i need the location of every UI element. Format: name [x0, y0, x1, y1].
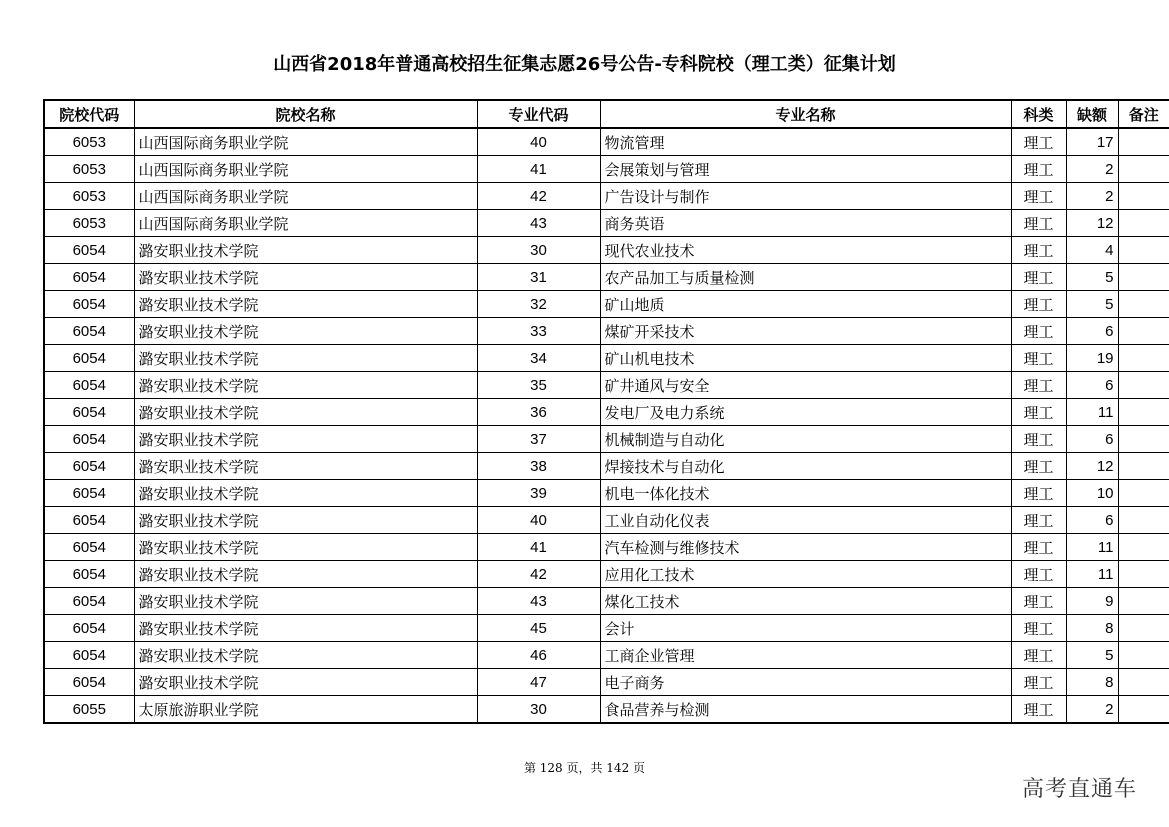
cell-school-code: 6054 [44, 264, 134, 291]
cell-vacancies: 6 [1066, 507, 1118, 534]
header-category: 科类 [1011, 100, 1066, 128]
cell-category: 理工 [1011, 183, 1066, 210]
header-major-code: 专业代码 [477, 100, 600, 128]
cell-category: 理工 [1011, 480, 1066, 507]
cell-category: 理工 [1011, 264, 1066, 291]
cell-school-name: 潞安职业技术学院 [134, 453, 477, 480]
cell-major-name: 现代农业技术 [600, 237, 1011, 264]
cell-note [1118, 156, 1169, 183]
cell-major-name: 工业自动化仪表 [600, 507, 1011, 534]
cell-category: 理工 [1011, 534, 1066, 561]
cell-category: 理工 [1011, 291, 1066, 318]
cell-major-code: 45 [477, 615, 600, 642]
cell-major-code: 37 [477, 426, 600, 453]
cell-vacancies: 2 [1066, 183, 1118, 210]
cell-major-name: 机械制造与自动化 [600, 426, 1011, 453]
cell-school-code: 6054 [44, 345, 134, 372]
cell-major-code: 39 [477, 480, 600, 507]
cell-vacancies: 5 [1066, 264, 1118, 291]
watermark-logo-text: 高考直通车 [1022, 777, 1138, 802]
table-row [44, 588, 1169, 615]
cell-school-name: 山西国际商务职业学院 [134, 128, 477, 156]
cell-note [1118, 237, 1169, 264]
cell-school-name: 潞安职业技术学院 [134, 318, 477, 345]
cell-school-name: 潞安职业技术学院 [134, 237, 477, 264]
cell-note [1118, 696, 1169, 724]
cell-major-code: 43 [477, 210, 600, 237]
cell-school-name: 山西国际商务职业学院 [134, 156, 477, 183]
cell-school-name: 潞安职业技术学院 [134, 669, 477, 696]
header-note: 备注 [1118, 100, 1169, 128]
cell-vacancies: 12 [1066, 453, 1118, 480]
cell-school-code: 6054 [44, 399, 134, 426]
cell-vacancies: 17 [1066, 128, 1118, 156]
cell-major-code: 33 [477, 318, 600, 345]
cell-major-name: 商务英语 [600, 210, 1011, 237]
cell-vacancies: 8 [1066, 615, 1118, 642]
cell-vacancies: 2 [1066, 156, 1118, 183]
cell-major-name: 工商企业管理 [600, 642, 1011, 669]
cell-school-name: 潞安职业技术学院 [134, 507, 477, 534]
cell-vacancies: 5 [1066, 642, 1118, 669]
enrollment-plan-table [43, 99, 1169, 724]
cell-category: 理工 [1011, 507, 1066, 534]
cell-vacancies: 12 [1066, 210, 1118, 237]
cell-major-code: 34 [477, 345, 600, 372]
cell-school-code: 6054 [44, 291, 134, 318]
table-row [44, 507, 1169, 534]
cell-note [1118, 534, 1169, 561]
cell-major-name: 物流管理 [600, 128, 1011, 156]
cell-school-name: 潞安职业技术学院 [134, 426, 477, 453]
cell-major-code: 42 [477, 561, 600, 588]
header-vacancies: 缺额 [1066, 100, 1118, 128]
page-number: 第 128 页，共 142 页 [523, 761, 646, 775]
table-body [44, 128, 1169, 723]
cell-school-name: 山西国际商务职业学院 [134, 183, 477, 210]
cell-vacancies: 6 [1066, 372, 1118, 399]
cell-school-code: 6054 [44, 642, 134, 669]
cell-school-name: 潞安职业技术学院 [134, 534, 477, 561]
cell-major-name: 农产品加工与质量检测 [600, 264, 1011, 291]
table-row [44, 264, 1169, 291]
table-row [44, 210, 1169, 237]
cell-vacancies: 4 [1066, 237, 1118, 264]
cell-school-code: 6054 [44, 453, 134, 480]
cell-vacancies: 5 [1066, 291, 1118, 318]
header-major-name: 专业名称 [600, 100, 1011, 128]
cell-major-code: 46 [477, 642, 600, 669]
cell-note [1118, 453, 1169, 480]
table-row [44, 399, 1169, 426]
header-school-code: 院校代码 [44, 100, 134, 128]
cell-school-code: 6054 [44, 480, 134, 507]
cell-school-code: 6054 [44, 561, 134, 588]
page-title: 山西省2018年普通高校招生征集志愿26号公告-专科院校（理工类）征集计划 [273, 54, 896, 75]
cell-school-name: 潞安职业技术学院 [134, 615, 477, 642]
table-header-row [44, 100, 1169, 128]
cell-category: 理工 [1011, 669, 1066, 696]
cell-school-code: 6054 [44, 615, 134, 642]
cell-note [1118, 264, 1169, 291]
cell-note [1118, 183, 1169, 210]
cell-note [1118, 318, 1169, 345]
cell-major-name: 广告设计与制作 [600, 183, 1011, 210]
cell-note [1118, 642, 1169, 669]
cell-category: 理工 [1011, 156, 1066, 183]
cell-school-name: 太原旅游职业学院 [134, 696, 477, 724]
cell-major-code: 42 [477, 183, 600, 210]
cell-school-name: 潞安职业技术学院 [134, 588, 477, 615]
cell-vacancies: 2 [1066, 696, 1118, 724]
cell-note [1118, 588, 1169, 615]
cell-school-code: 6053 [44, 210, 134, 237]
cell-note [1118, 128, 1169, 156]
cell-major-name: 电子商务 [600, 669, 1011, 696]
cell-category: 理工 [1011, 642, 1066, 669]
cell-category: 理工 [1011, 345, 1066, 372]
cell-major-code: 31 [477, 264, 600, 291]
cell-vacancies: 9 [1066, 588, 1118, 615]
cell-note [1118, 669, 1169, 696]
cell-major-name: 应用化工技术 [600, 561, 1011, 588]
cell-note [1118, 426, 1169, 453]
cell-school-code: 6054 [44, 507, 134, 534]
cell-school-name: 潞安职业技术学院 [134, 345, 477, 372]
table-row [44, 453, 1169, 480]
cell-major-code: 43 [477, 588, 600, 615]
cell-school-code: 6054 [44, 534, 134, 561]
header-school-name: 院校名称 [134, 100, 477, 128]
cell-category: 理工 [1011, 210, 1066, 237]
cell-school-code: 6054 [44, 318, 134, 345]
cell-category: 理工 [1011, 128, 1066, 156]
cell-category: 理工 [1011, 237, 1066, 264]
cell-category: 理工 [1011, 588, 1066, 615]
cell-major-code: 41 [477, 534, 600, 561]
cell-major-name: 煤矿开采技术 [600, 318, 1011, 345]
cell-major-name: 矿山地质 [600, 291, 1011, 318]
cell-major-name: 矿井通风与安全 [600, 372, 1011, 399]
cell-major-name: 食品营养与检测 [600, 696, 1011, 724]
cell-category: 理工 [1011, 399, 1066, 426]
table-row [44, 128, 1169, 156]
cell-school-code: 6054 [44, 588, 134, 615]
cell-school-code: 6053 [44, 156, 134, 183]
cell-major-name: 矿山机电技术 [600, 345, 1011, 372]
cell-vacancies: 11 [1066, 561, 1118, 588]
cell-major-code: 36 [477, 399, 600, 426]
cell-school-code: 6054 [44, 669, 134, 696]
table-row [44, 480, 1169, 507]
cell-major-name: 会计 [600, 615, 1011, 642]
cell-major-code: 40 [477, 507, 600, 534]
cell-major-name: 焊接技术与自动化 [600, 453, 1011, 480]
cell-school-code: 6054 [44, 372, 134, 399]
cell-school-name: 潞安职业技术学院 [134, 399, 477, 426]
table-row [44, 426, 1169, 453]
cell-note [1118, 507, 1169, 534]
cell-school-code: 6054 [44, 426, 134, 453]
table-row [44, 669, 1169, 696]
table-row [44, 345, 1169, 372]
cell-school-code: 6054 [44, 237, 134, 264]
cell-vacancies: 6 [1066, 426, 1118, 453]
cell-category: 理工 [1011, 318, 1066, 345]
cell-vacancies: 6 [1066, 318, 1118, 345]
cell-major-code: 41 [477, 156, 600, 183]
cell-category: 理工 [1011, 561, 1066, 588]
cell-school-name: 山西国际商务职业学院 [134, 210, 477, 237]
cell-school-name: 潞安职业技术学院 [134, 642, 477, 669]
cell-category: 理工 [1011, 696, 1066, 724]
cell-school-code: 6053 [44, 128, 134, 156]
cell-note [1118, 561, 1169, 588]
cell-vacancies: 19 [1066, 345, 1118, 372]
cell-vacancies: 10 [1066, 480, 1118, 507]
cell-major-code: 47 [477, 669, 600, 696]
cell-category: 理工 [1011, 615, 1066, 642]
cell-note [1118, 291, 1169, 318]
cell-school-code: 6055 [44, 696, 134, 724]
cell-major-code: 32 [477, 291, 600, 318]
table-row [44, 318, 1169, 345]
cell-note [1118, 372, 1169, 399]
cell-major-name: 发电厂及电力系统 [600, 399, 1011, 426]
cell-major-code: 38 [477, 453, 600, 480]
table-row [44, 534, 1169, 561]
cell-major-code: 40 [477, 128, 600, 156]
cell-major-name: 会展策划与管理 [600, 156, 1011, 183]
cell-school-name: 潞安职业技术学院 [134, 372, 477, 399]
table-row [44, 696, 1169, 724]
cell-major-code: 35 [477, 372, 600, 399]
table-row [44, 291, 1169, 318]
cell-vacancies: 11 [1066, 534, 1118, 561]
table-row [44, 615, 1169, 642]
table-row [44, 237, 1169, 264]
cell-note [1118, 480, 1169, 507]
cell-major-name: 煤化工技术 [600, 588, 1011, 615]
cell-school-code: 6053 [44, 183, 134, 210]
cell-major-code: 30 [477, 696, 600, 724]
cell-note [1118, 399, 1169, 426]
cell-note [1118, 345, 1169, 372]
cell-note [1118, 210, 1169, 237]
cell-school-name: 潞安职业技术学院 [134, 291, 477, 318]
cell-school-name: 潞安职业技术学院 [134, 561, 477, 588]
table-row [44, 183, 1169, 210]
table-row [44, 156, 1169, 183]
cell-note [1118, 615, 1169, 642]
cell-major-name: 汽车检测与维修技术 [600, 534, 1011, 561]
cell-vacancies: 11 [1066, 399, 1118, 426]
table-row [44, 372, 1169, 399]
cell-major-name: 机电一体化技术 [600, 480, 1011, 507]
cell-school-name: 潞安职业技术学院 [134, 264, 477, 291]
cell-school-name: 潞安职业技术学院 [134, 480, 477, 507]
cell-vacancies: 8 [1066, 669, 1118, 696]
cell-category: 理工 [1011, 426, 1066, 453]
cell-category: 理工 [1011, 372, 1066, 399]
table-row [44, 642, 1169, 669]
cell-category: 理工 [1011, 453, 1066, 480]
cell-major-code: 30 [477, 237, 600, 264]
table-row [44, 561, 1169, 588]
